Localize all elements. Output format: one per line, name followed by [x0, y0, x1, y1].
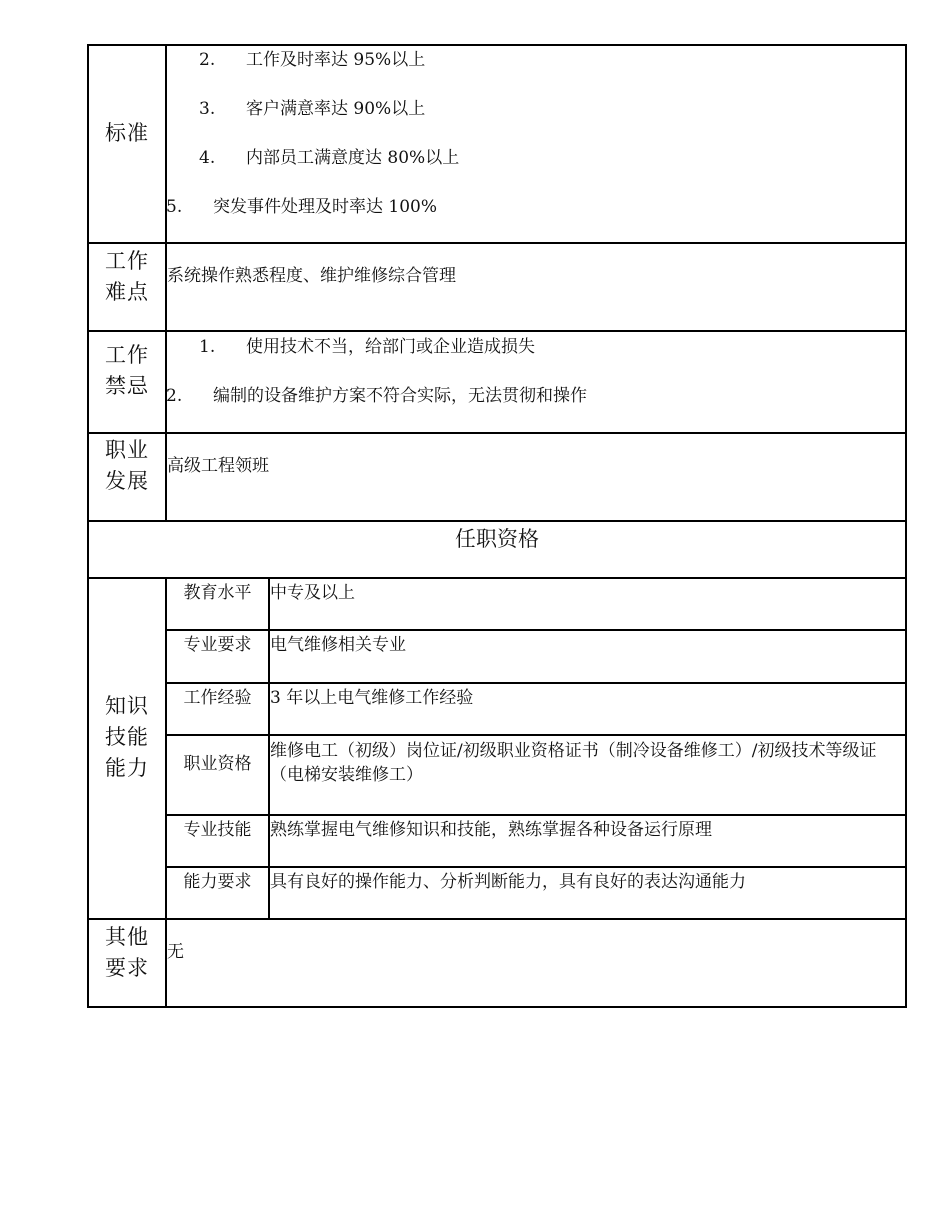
taboo-item-text: 编制的设备维护方案不符合实际，无法贯彻和操作 — [213, 386, 587, 406]
skills-value: 熟练掌握电气维修知识和技能，熟练掌握各种设备运行原理 — [270, 820, 712, 840]
subrow-divider — [166, 682, 907, 684]
taboo-item-number: 2. — [166, 386, 183, 406]
standard-item-number: 5. — [166, 197, 183, 217]
skills-key: 工作经验 — [183, 688, 252, 708]
difficulty-text: 系统操作熟悉程度、维护维修综合管理 — [167, 266, 456, 286]
standard-item-number: 3. — [199, 99, 216, 119]
other-label: 其他要求 — [105, 925, 149, 980]
standard-item-text: 突发事件处理及时率达 100% — [213, 197, 438, 217]
standard-item-number: 4. — [199, 148, 216, 168]
row-divider — [88, 577, 907, 579]
career-text: 高级工程领班 — [167, 456, 269, 476]
row-divider — [88, 432, 907, 434]
skills-value: 具有良好的操作能力、分析判断能力，具有良好的表达沟通能力 — [270, 872, 746, 892]
qualification-section-title: 任职资格 — [455, 527, 539, 551]
skills-key: 教育水平 — [183, 583, 252, 603]
skills-value: 3 年以上电气维修工作经验 — [270, 688, 474, 708]
row-divider — [88, 918, 907, 920]
taboo-item-text: 使用技术不当，给部门或企业造成损失 — [246, 337, 535, 357]
subrow-divider — [166, 866, 907, 868]
standard-item-text: 内部员工满意度达 80%以上 — [246, 148, 460, 168]
career-label: 职业发展 — [105, 438, 149, 493]
difficulty-label: 工作难点 — [105, 249, 149, 304]
standard-label: 标准 — [105, 121, 149, 145]
row-divider — [88, 330, 907, 332]
skills-key: 能力要求 — [183, 872, 252, 892]
skills-key: 专业要求 — [183, 635, 252, 655]
taboo-item-number: 1. — [199, 337, 216, 357]
row-divider — [88, 242, 907, 244]
table-border-bottom — [88, 1006, 907, 1008]
taboo-label: 工作禁忌 — [105, 343, 149, 398]
row-divider — [88, 520, 907, 522]
subrow-divider — [166, 814, 907, 816]
skills-label: 知识技能能力 — [105, 694, 149, 780]
skills-value: 电气维修相关专业 — [270, 635, 406, 655]
other-text: 无 — [167, 942, 184, 962]
standard-item-text: 工作及时率达 95%以上 — [246, 50, 426, 70]
standard-item-number: 2. — [199, 50, 216, 70]
table-border-top — [88, 44, 907, 46]
skills-key: 职业资格 — [183, 754, 252, 774]
standard-item-text: 客户满意率达 90%以上 — [246, 99, 426, 119]
skills-value: 维修电工（初级）岗位证/初级职业资格证书（制冷设备维修工）/初级技术等级证（电梯安装维修工） — [270, 741, 877, 785]
skills-key: 专业技能 — [183, 820, 252, 840]
subrow-divider — [166, 629, 907, 631]
subrow-divider — [166, 734, 907, 736]
skills-value: 中专及以上 — [270, 583, 355, 603]
